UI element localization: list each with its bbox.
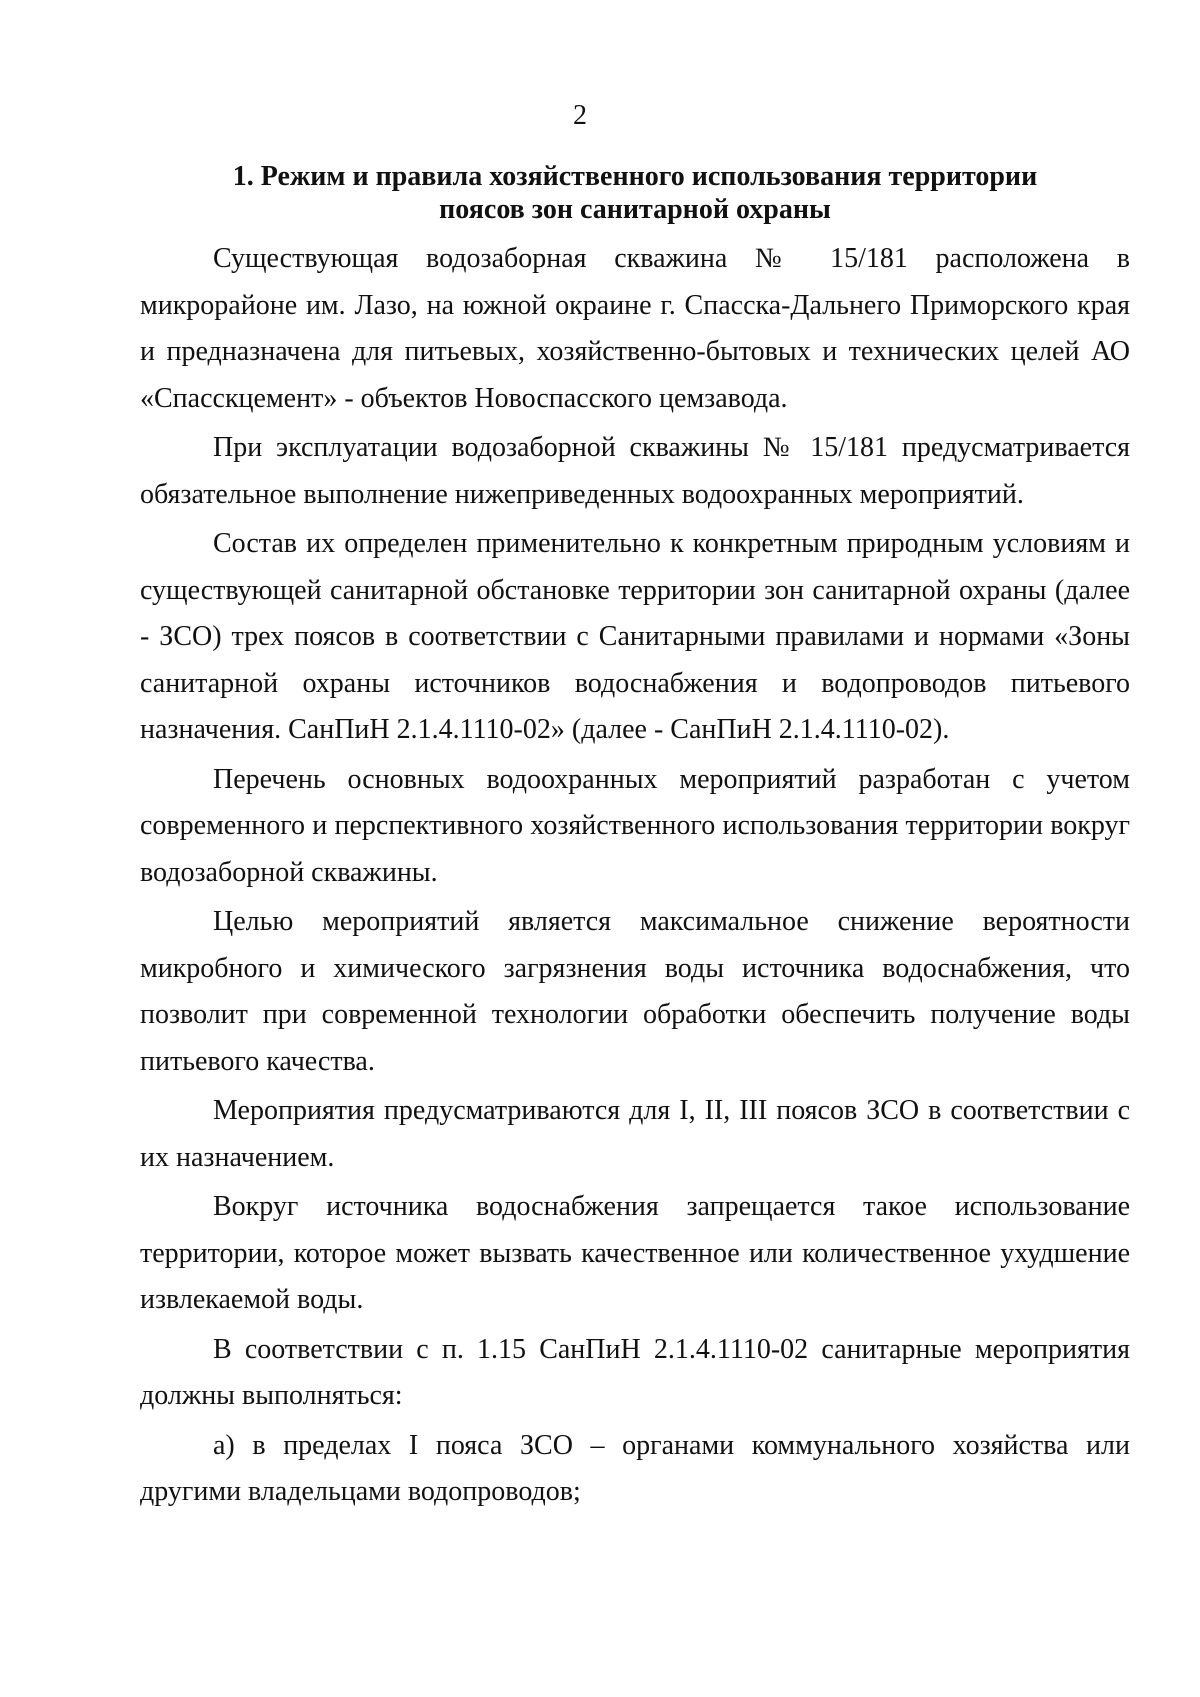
paragraph-belt-one: а) в пределах I пояса ЗСО – органами коммунального хозяйства или другими владельцами водопроводов; [140, 1429, 1130, 1507]
paragraph-belts: Мероприятия предусматриваются для I, II, III поясов ЗСО в соответствии с их назначением. [140, 1095, 1130, 1173]
section-heading [140, 160, 1130, 226]
page-number: 2 [573, 100, 587, 131]
paragraph-operation-measures: При эксплуатации водозаборной скважины № 15/181 предусматривается обязательное выполнение нижеприведенных водоохранных мероприятий. [140, 432, 1130, 510]
paragraph-prohibition: Вокруг источника водоснабжения запрещается такое использование территории, которое может вызвать качественное или количественное ухудшение извлекаемой воды. [140, 1191, 1130, 1315]
body-text [140, 236, 1130, 1519]
paragraph-sanpin-clause: В соответствии с п. 1.15 СанПиН 2.1.4.1110-02 санитарные мероприятия должны выполняться: [140, 1333, 1130, 1411]
paragraph-well-location: Существующая водозаборная скважина № 15/181 расположена в микрорайоне им. Лазо, на южной окраине г. Спасска-Дальнего Приморского края и предназначена для питьевых, хозяйственно-бытовых и технических целей АО «Спасскцемент» - объектов Новоспасского цемзавода. [140, 243, 1130, 414]
paragraph-measures-list: Перечень основных водоохранных мероприятий разработан с учетом современного и перспективного хозяйственного использования территории вокруг водозаборной скважины. [140, 763, 1130, 888]
paragraph-purpose: Целью мероприятий является максимальное снижение вероятности микробного и химического загрязнения воды источника водоснабжения, что позволит при современной технологии обработки обеспечить получение воды питьевого качества. [140, 906, 1130, 1077]
section-heading-line-2: поясов зон санитарной охраны [439, 194, 831, 225]
paragraph-composition: Состав их определен применительно к конкретным природным условиям и существующей санитарной обстановке территории зон санитарной охраны (далее - ЗСО) трех поясов в соответствии с Санитарными правилами и нормами «Зоны санитарной охраны источников водоснабжения и водопроводов питьевого назначения. СанПиН 2.1.4.1110-02» (далее - СанПиН 2.1.4.1110-02). [140, 528, 1130, 745]
section-heading-line-1: 1. Режим и правила хозяйственного использования территории [232, 161, 1038, 192]
